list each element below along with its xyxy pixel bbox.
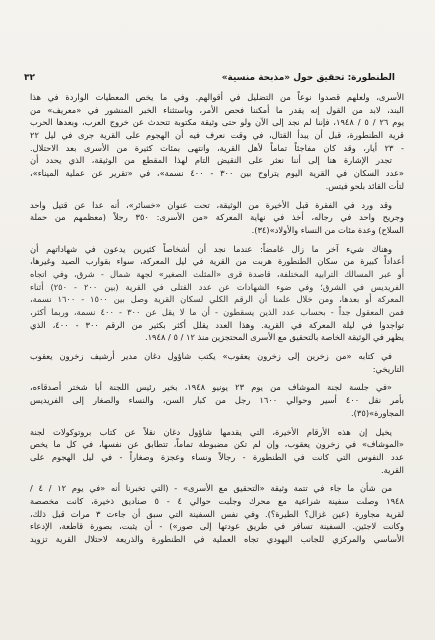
text-line: «الموشاف» في زخرون يعقوب، وإن لم تكن مضبوطة تماماً، تتطابق عن نفسها، في كل ما يخص: [30, 439, 404, 450]
text-line: أو عبر المسالك الترابية المختلفة، قاصدة قرى «المثلث الصغير» لجهة شمال - شرق، وفي اتجاه: [30, 268, 404, 279]
text-line: التاريخي:: [372, 363, 404, 374]
text-line: لقرية مجاورة (عين غزال؟ الطيرة؟). وفي نفس السفينة التي سبق أن جاءت ٣ مرات قبل ذلك،: [30, 508, 404, 519]
text-line: لتأت القائد بلحو فيتس.: [325, 180, 404, 191]
page-number: ٣٢: [24, 73, 35, 83]
text-line: «في جلسة لجنة الموشاف من يوم ٢٣ يونيو ١٩٤٨، بخير رئيس اللجنة أبا شختر أصدقاءه،: [30, 382, 392, 393]
paragraph: [30, 482, 404, 545]
text-line: تواجدوا في ليلة المعركة في القرية. وهذا العدد يقلل أكثر بكثير من الرقم ٣٠٠ - ٤٠٠، الذي: [30, 319, 404, 330]
paragraph: [30, 199, 404, 237]
text-line: الأسرى، ولعلهم قصدوا نوعاً من التضليل في أقوالهم. وفي ما يخص المعطيات الواردة في هذا: [30, 92, 404, 102]
paragraph: [30, 350, 404, 375]
text-line: فمن المعقول جداً - بحساب عدد الذين يسقطون - أن ما لا يقل عن ٣٠٠ - ٤٠٠ نسمة، وربما أكثر،: [30, 307, 404, 317]
text-line: وقد ورد في الفقرة قبل الأخيرة من الوثيقة، تحت عنوان «خسائر»، أنه عدا عن قتيل واحد: [30, 199, 392, 210]
text-line: يظهر في الوثيقة الخاصة بالتحقيق مع الأسرى المحتجزين منذ ١٢ / ٥ / ١٩٤٨.: [144, 332, 404, 343]
running-header: [24, 73, 395, 83]
text-line: القرية.: [380, 464, 404, 475]
paragraph: [30, 243, 404, 345]
running-header-title: الطنطورة: تحقيق حول «مذبحة منسية»: [221, 73, 395, 83]
text-line: يوم ٢٦ / ٥ / ١٩٤٨، فإننا لم نجد إلى الآن ولو حتى وثيقة مكتوبة تتحدث عن خروج العرب، وبعدها الحرب: [30, 117, 404, 128]
text-line: يخيل إن هذه الأرقام الأخيرة، التي يقدمها شاؤول دغان نقلاً عن كتاب بروتوكولات لجنة: [30, 426, 392, 437]
text-line: البند، لابد من القول إنه يقدر ما أمكننا فحص الأمر، وباستثناء الخبر المنشور في «معريف» من: [30, 104, 404, 115]
paragraph: [30, 426, 404, 477]
document-body: [30, 91, 404, 546]
text-line: الأساسي والمركزي للجانب اليهودي تجاه العملية في الطنطورة والذريعة لاحتلال القرية تزويد: [30, 534, 404, 544]
text-line: الفريديس في الشرق؛ وفي ضوء الشهادات عن عدد القتلى في القرية (بين ٢٠٠ - ٢٥٠) أثناء: [30, 281, 404, 292]
text-line: ١٩٤٨ وصلت سفينة شراعية مع محرك وجلبت حوالي ٤ - ٥ صناديق ذخيرة، كانت مخصصة: [30, 495, 404, 506]
quotation: [30, 381, 404, 419]
text-line: المعركة أو بعدها، ومن خلال علمنا أن الرقم الكلي لسكان القرية وصل بين ١٥٠٠ - ١٦٠٠ نسمة،: [30, 294, 404, 305]
text-line: وهناك شيء آخر ما زال غامضاً: عندما نجد أن أشخاصاً كثيرين يدعون في شهاداتهم أن: [30, 243, 392, 254]
text-line: المجاورة»(٣٥).: [351, 407, 404, 418]
text-line: بأمر نقل ٤٠٠ أسير وحوالي ١٦٠٠ رجل من كبار السن، والنساء والصغار إلى الفريديس: [30, 395, 404, 406]
text-line: عدد النفوس التي كانت في الطنطورة - رجالاً ونساء وعجزة وصغاراً - في ليل الهجوم على: [30, 451, 404, 462]
text-line: في كتابه «من زخرين إلى زخرون يعقوب» يكتب شاؤول دغان مدير أرشيف زخرون يعقوب: [30, 351, 392, 362]
text-line: السلاح) وعدة مئات من النساء والأولاد»(٣٤).: [251, 224, 404, 235]
text-line: قرية الطنطورة، قبل أن يبدأ القتال، في وقت نعرف فيه أن الهجوم على القرية جرى في ليل ٢٢: [30, 130, 404, 141]
text-line: وجريح واحد في رجاله، أخذ في نهاية المعركة «من الأسرى: ٣٥٠ رجلاً (معظمهم من حملة: [30, 212, 404, 223]
text-line: أعداداً كبيرة من سكان الطنطورة هربت من القرية في ليل المعركة، سواء بقوارب الصيد وغيرها،: [30, 256, 404, 267]
text-line: من شأن ما جاء في تتمة وثيقة «التحقيق مع الأسرى» - (التي تخبرنا أنه «في يوم ١٢ / ٤ /: [30, 483, 393, 494]
paragraph: [30, 91, 404, 193]
text-line: «عدد السكان في القرية اليوم يتراوح بين ٣٠٠ - ٤٠٠ نسمة»، في «تقرير عن عملية الميناء»،: [30, 168, 404, 179]
text-line: - ٢٣ أيار، وقد كان مفاجئاً تماماً لأهل القرية، وانتهى بمئات كثيرة من الأسرى بعد الاحتلال.: [30, 142, 404, 153]
text-line: تجدر الإشارة هنا إلى أننا نعثر على النقيض التام لهذا المقطع من الوثيقة، الذي يحدد أن: [30, 155, 392, 166]
text-line: وكانت لاجئين. السفينة تسافر في طريق عودتها إلى صور») - أن يثبت، بصورة قاطعة، الإدعاء: [30, 521, 404, 532]
